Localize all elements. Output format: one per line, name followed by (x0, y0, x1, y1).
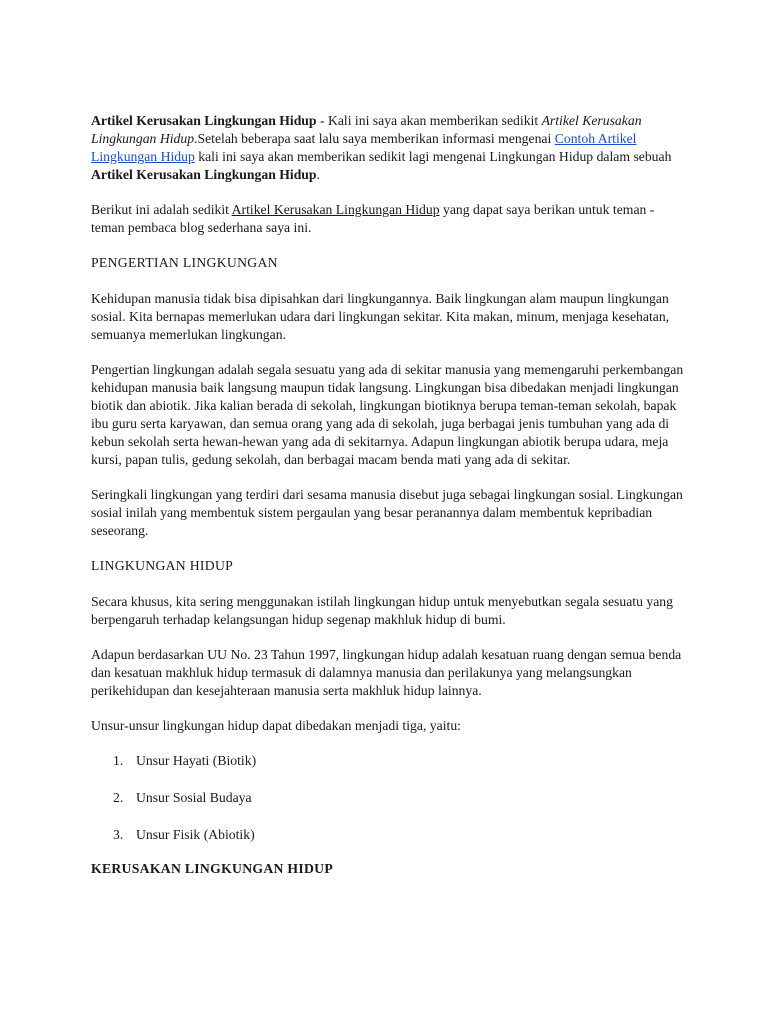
intro2-text-b: yang dapat saya berikan untuk teman - teman pembaca blog sederhana saya ini. (91, 202, 655, 235)
contoh-artikel-link[interactable]: Contoh Artikel Lingkungan Hidup (91, 131, 637, 164)
intro-paragraph-1 (91, 112, 687, 184)
intro-bold-end: Artikel Kerusakan Lingkungan Hidup (91, 167, 317, 182)
section1-paragraph-2: Pengertian lingkungan adalah segala sesuatu yang ada di sekitar manusia yang memengaruhi perkembangan kehidupan manusia baik langsung maupun tidak langsung. Lingkungan bisa dibedakan menjadi lingkungan biotik dan abiotik. Jika kalian berada di sekolah, lingkungan biotiknya berupa teman-teman sekolah, bapak ibu guru serta karyawan, dan semua orang yang ada di sekolah, juga berbagai jenis tumbuhan yang ada di kebun sekolah serta hewan-hewan yang ada di sekitarnya. Adapun lingkungan abiotik berupa udara, meja kursi, papan tulis, gedung sekolah, dan berbagai macam benda mati yang ada di sekitar. (91, 362, 684, 467)
intro-text-a: - Kali ini saya akan memberikan sedikit (316, 113, 542, 128)
intro-paragraph-2 (91, 201, 687, 237)
document-page (91, 112, 687, 896)
unsur-list (91, 752, 687, 844)
intro-text-d: . (316, 167, 320, 182)
list-item-text: Unsur Hayati (Biotik) (136, 753, 257, 768)
list-item (91, 752, 687, 770)
section-heading-kerusakan: KERUSAKAN LINGKUNGAN HIDUP (91, 861, 334, 876)
intro-text-b: .Setelah beberapa saat lalu saya memberikan informasi mengenai (194, 131, 555, 146)
section2-paragraph-3: Unsur-unsur lingkungan hidup dapat dibedakan menjadi tiga, yaitu: (91, 718, 461, 733)
list-item-number: 1. (113, 753, 124, 768)
section2-paragraph-1: Secara khusus, kita sering menggunakan istilah lingkungan hidup untuk menyebutkan segala sesuatu yang berpengaruh terhadap kelangsungan hidup segenap makhluk hidup di bumi. (91, 594, 673, 627)
list-item (91, 826, 687, 844)
section1-paragraph-3: Seringkali lingkungan yang terdiri dari sesama manusia disebut juga sebagai lingkungan sosial. Lingkungan sosial inilah yang membentuk sistem pergaulan yang besar peranannya dalam membentuk kepribadian seseorang. (91, 487, 683, 538)
intro-bold-title: Artikel Kerusakan Lingkungan Hidup (91, 113, 317, 128)
intro-text-c: kali ini saya akan memberikan sedikit lagi mengenai Lingkungan Hidup dalam sebuah (194, 149, 672, 164)
list-item (91, 789, 687, 807)
section-heading-lingkungan-hidup: LINGKUNGAN HIDUP (91, 558, 234, 573)
intro2-underlined-title: Artikel Kerusakan Lingkungan Hidup (231, 202, 440, 217)
intro2-text-a: Berikut ini adalah sedikit (91, 202, 232, 217)
section-heading-pengertian: PENGERTIAN LINGKUNGAN (91, 255, 278, 270)
section2-paragraph-2: Adapun berdasarkan UU No. 23 Tahun 1997, lingkungan hidup adalah kesatuan ruang dengan semua benda dan kesatuan makhluk hidup termasuk di dalamnya manusia dan perilakunya yang melangsungkan perikehidupan dan kesejahteraan manusia serta makhluk hidup lainnya. (91, 647, 682, 698)
section1-paragraph-1: Kehidupan manusia tidak bisa dipisahkan dari lingkungannya. Baik lingkungan alam maupun lingkungan sosial. Kita bernapas memerlukan udara dari lingkungan sekitar. Kita makan, minum, menjaga kesehatan, semuanya memerlukan lingkungan. (91, 291, 670, 342)
list-item-text: Unsur Fisik (Abiotik) (136, 827, 255, 842)
intro-italic-title: Artikel Kerusakan Lingkungan Hidup (91, 113, 642, 146)
list-item-text: Unsur Sosial Budaya (136, 790, 252, 805)
list-item-number: 2. (113, 790, 124, 805)
list-item-number: 3. (113, 827, 124, 842)
